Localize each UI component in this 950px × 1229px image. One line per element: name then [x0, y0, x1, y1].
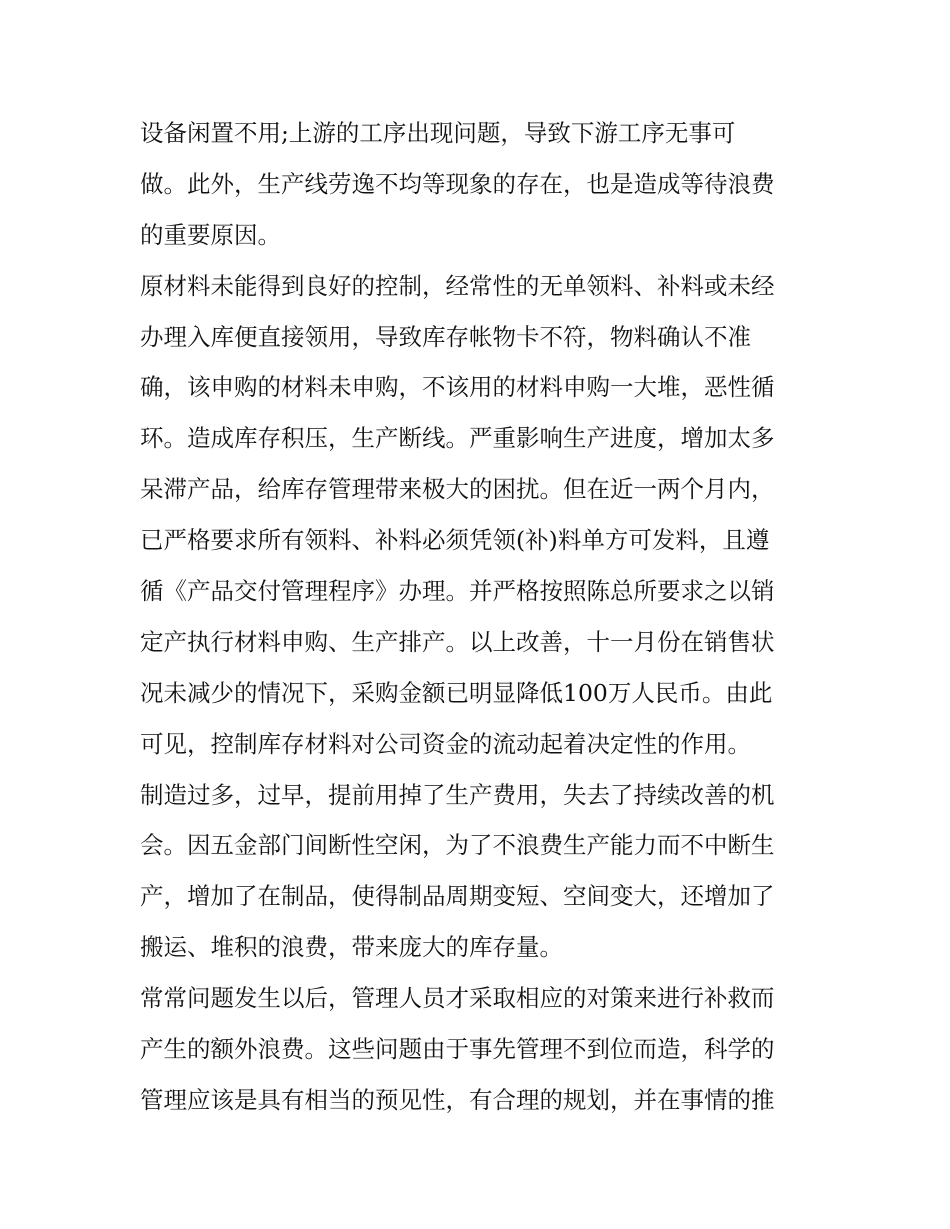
text-line: 呆滞产品，给库存管理带来极大的困扰。但在近一两个月内，: [140, 475, 775, 504]
text-line: 已严格要求所有领料、补料必须凭领(补)料单方可发料，且遵: [140, 526, 770, 555]
paragraph-management-waste: [140, 973, 820, 1126]
text-line: 循《产品交付管理程序》办理。并严格按照陈总所要求之以销: [140, 577, 775, 606]
text-line: 可见，控制库存材料对公司资金的流动起着决定性的作用。: [140, 729, 751, 758]
text-line: 的重要原因。: [140, 220, 281, 249]
text-line: 况未减少的情况下，采购金额已明显降低100万人民币。由此: [140, 678, 773, 707]
text-line: 搬运、堆积的浪费，带来庞大的库存量。: [140, 933, 563, 962]
text-line: 会。因五金部门间断性空闲，为了不浪费生产能力而不中断生: [140, 831, 775, 860]
paragraph-waiting-waste: [140, 108, 820, 261]
paragraph-inventory-waste: [140, 261, 820, 770]
text-line: 办理入库便直接领用，导致库存帐物卡不符，物料确认不准: [140, 322, 751, 351]
text-line: 常常问题发生以后，管理人员才采取相应的对策来进行补救而: [140, 984, 775, 1013]
text-line: 确，该申购的材料未申购，不该用的材料申购一大堆，恶性循: [140, 373, 775, 402]
paragraph-overproduction-waste: [140, 770, 820, 974]
text-line: 原材料未能得到良好的控制，经常性的无单领料、补料或未经: [140, 271, 775, 300]
text-line: 定产执行材料申购、生产排产。以上改善，十一月份在销售状: [140, 627, 775, 656]
text-line: 环。造成库存积压，生产断线。严重影响生产进度，增加太多: [140, 424, 775, 453]
document-page: [140, 108, 820, 1126]
text-line: 做。此外，生产线劳逸不均等现象的存在，也是造成等待浪费: [140, 169, 775, 198]
text-line: 产，增加了在制品，使得制品周期变短、空间变大，还增加了: [140, 882, 775, 911]
text-line: 产生的额外浪费。这些问题由于事先管理不到位而造，科学的: [140, 1035, 775, 1064]
text-line: 制造过多，过早，提前用掉了生产费用，失去了持续改善的机: [140, 780, 775, 809]
text-line: 设备闲置不用;上游的工序出现问题，导致下游工序无事可: [140, 119, 736, 147]
text-line: 管理应该是具有相当的预见性，有合理的规划，并在事情的推: [140, 1085, 775, 1114]
